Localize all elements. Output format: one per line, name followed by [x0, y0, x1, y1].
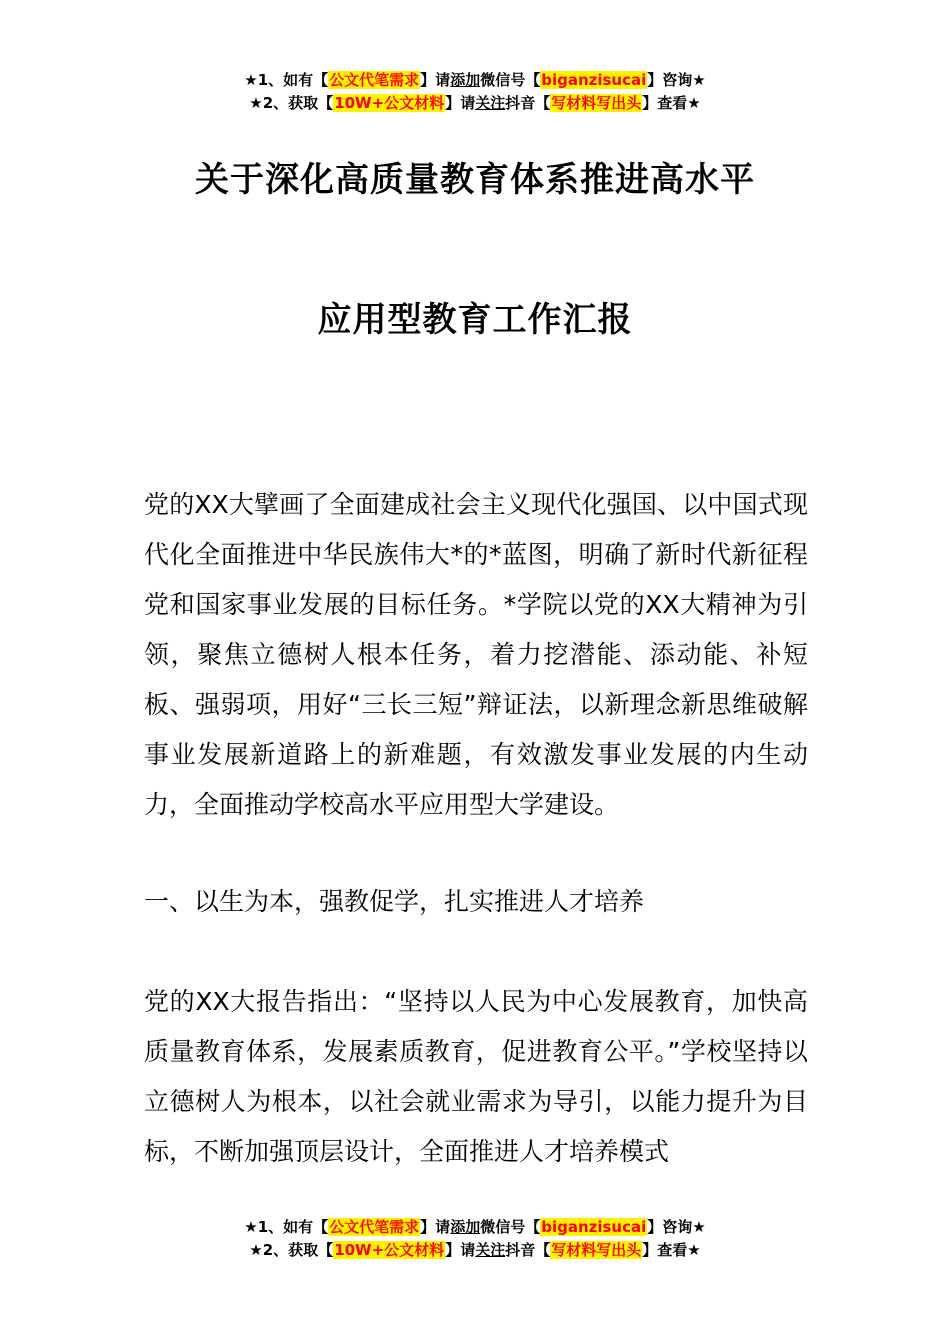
banner-line-2 [0, 92, 950, 115]
banner-highlight: 写材料写出头 [551, 94, 642, 112]
banner-text: 】查看★ [642, 94, 701, 112]
banner-text: 】请 [445, 1241, 476, 1259]
banner-highlight: 写材料写出头 [551, 1241, 642, 1259]
banner-line-1 [0, 1216, 950, 1239]
banner-text: ★1、如有【 [244, 1218, 329, 1236]
banner-underline: 关注 [475, 1241, 506, 1259]
banner-text: 抖音【 [505, 94, 551, 112]
banner-text: 】查看★ [642, 1241, 701, 1259]
banner-text: 微信号【 [480, 71, 541, 89]
banner-line-1 [0, 69, 950, 92]
banner-underline: 添加 [450, 71, 481, 89]
banner-highlight: 10W+公文材料 [334, 94, 445, 112]
banner-text: 】咨询★ [647, 71, 706, 89]
bottom-banner [0, 1216, 950, 1262]
banner-text: 】请 [420, 1218, 451, 1236]
banner-text: 】咨询★ [647, 1218, 706, 1236]
section-heading: 一、以生为本，强教促学，扎实推进人才培养 [144, 887, 645, 916]
top-banner [0, 69, 950, 115]
banner-highlight: biganzisucai [541, 71, 647, 89]
banner-highlight: 10W+公文材料 [334, 1241, 445, 1259]
document-title-line-2: 应用型教育工作汇报 [317, 300, 633, 340]
banner-highlight: 公文代笔需求 [329, 1218, 420, 1236]
banner-text: ★2、获取【 [249, 1241, 334, 1259]
document-title-line-1: 关于深化高质量教育体系推进高水平 [195, 160, 755, 200]
banner-text: 】请 [420, 71, 451, 89]
banner-text: 】请 [445, 94, 476, 112]
body-paragraph: 党的XX大报告指出：“坚持以人民为中心发展教育，加快高质量教育体系，发展素质教育，促进教育公平。”学校坚持以立德树人为根本，以社会就业需求为导引，以能力提升为目标，不断加强顶层设计，全面推进人才培养模式 [144, 987, 808, 1166]
banner-text: ★2、获取【 [249, 94, 334, 112]
banner-line-2 [0, 1239, 950, 1262]
banner-text: 抖音【 [505, 1241, 551, 1259]
banner-underline: 关注 [475, 94, 506, 112]
banner-underline: 添加 [450, 1218, 481, 1236]
banner-text: ★1、如有【 [244, 71, 329, 89]
banner-highlight: biganzisucai [541, 1218, 647, 1236]
banner-highlight: 公文代笔需求 [329, 71, 420, 89]
banner-text: 微信号【 [480, 1218, 541, 1236]
intro-paragraph: 党的XX大擘画了全面建成社会主义现代化强国、以中国式现代化全面推进中华民族伟大*的*蓝图，明确了新时代新征程党和国家事业发展的目标任务。*学院以党的XX大精神为引领，聚焦立德树人根本任务，着力挖潜能、添动能、补短板、强弱项，用好“三长三短”辩证法，以新理念新思维破解事业发展新道路上的新难题，有效激发事业发展的内生动力，全面推动学校高水平应用型大学建设。 [144, 490, 808, 819]
